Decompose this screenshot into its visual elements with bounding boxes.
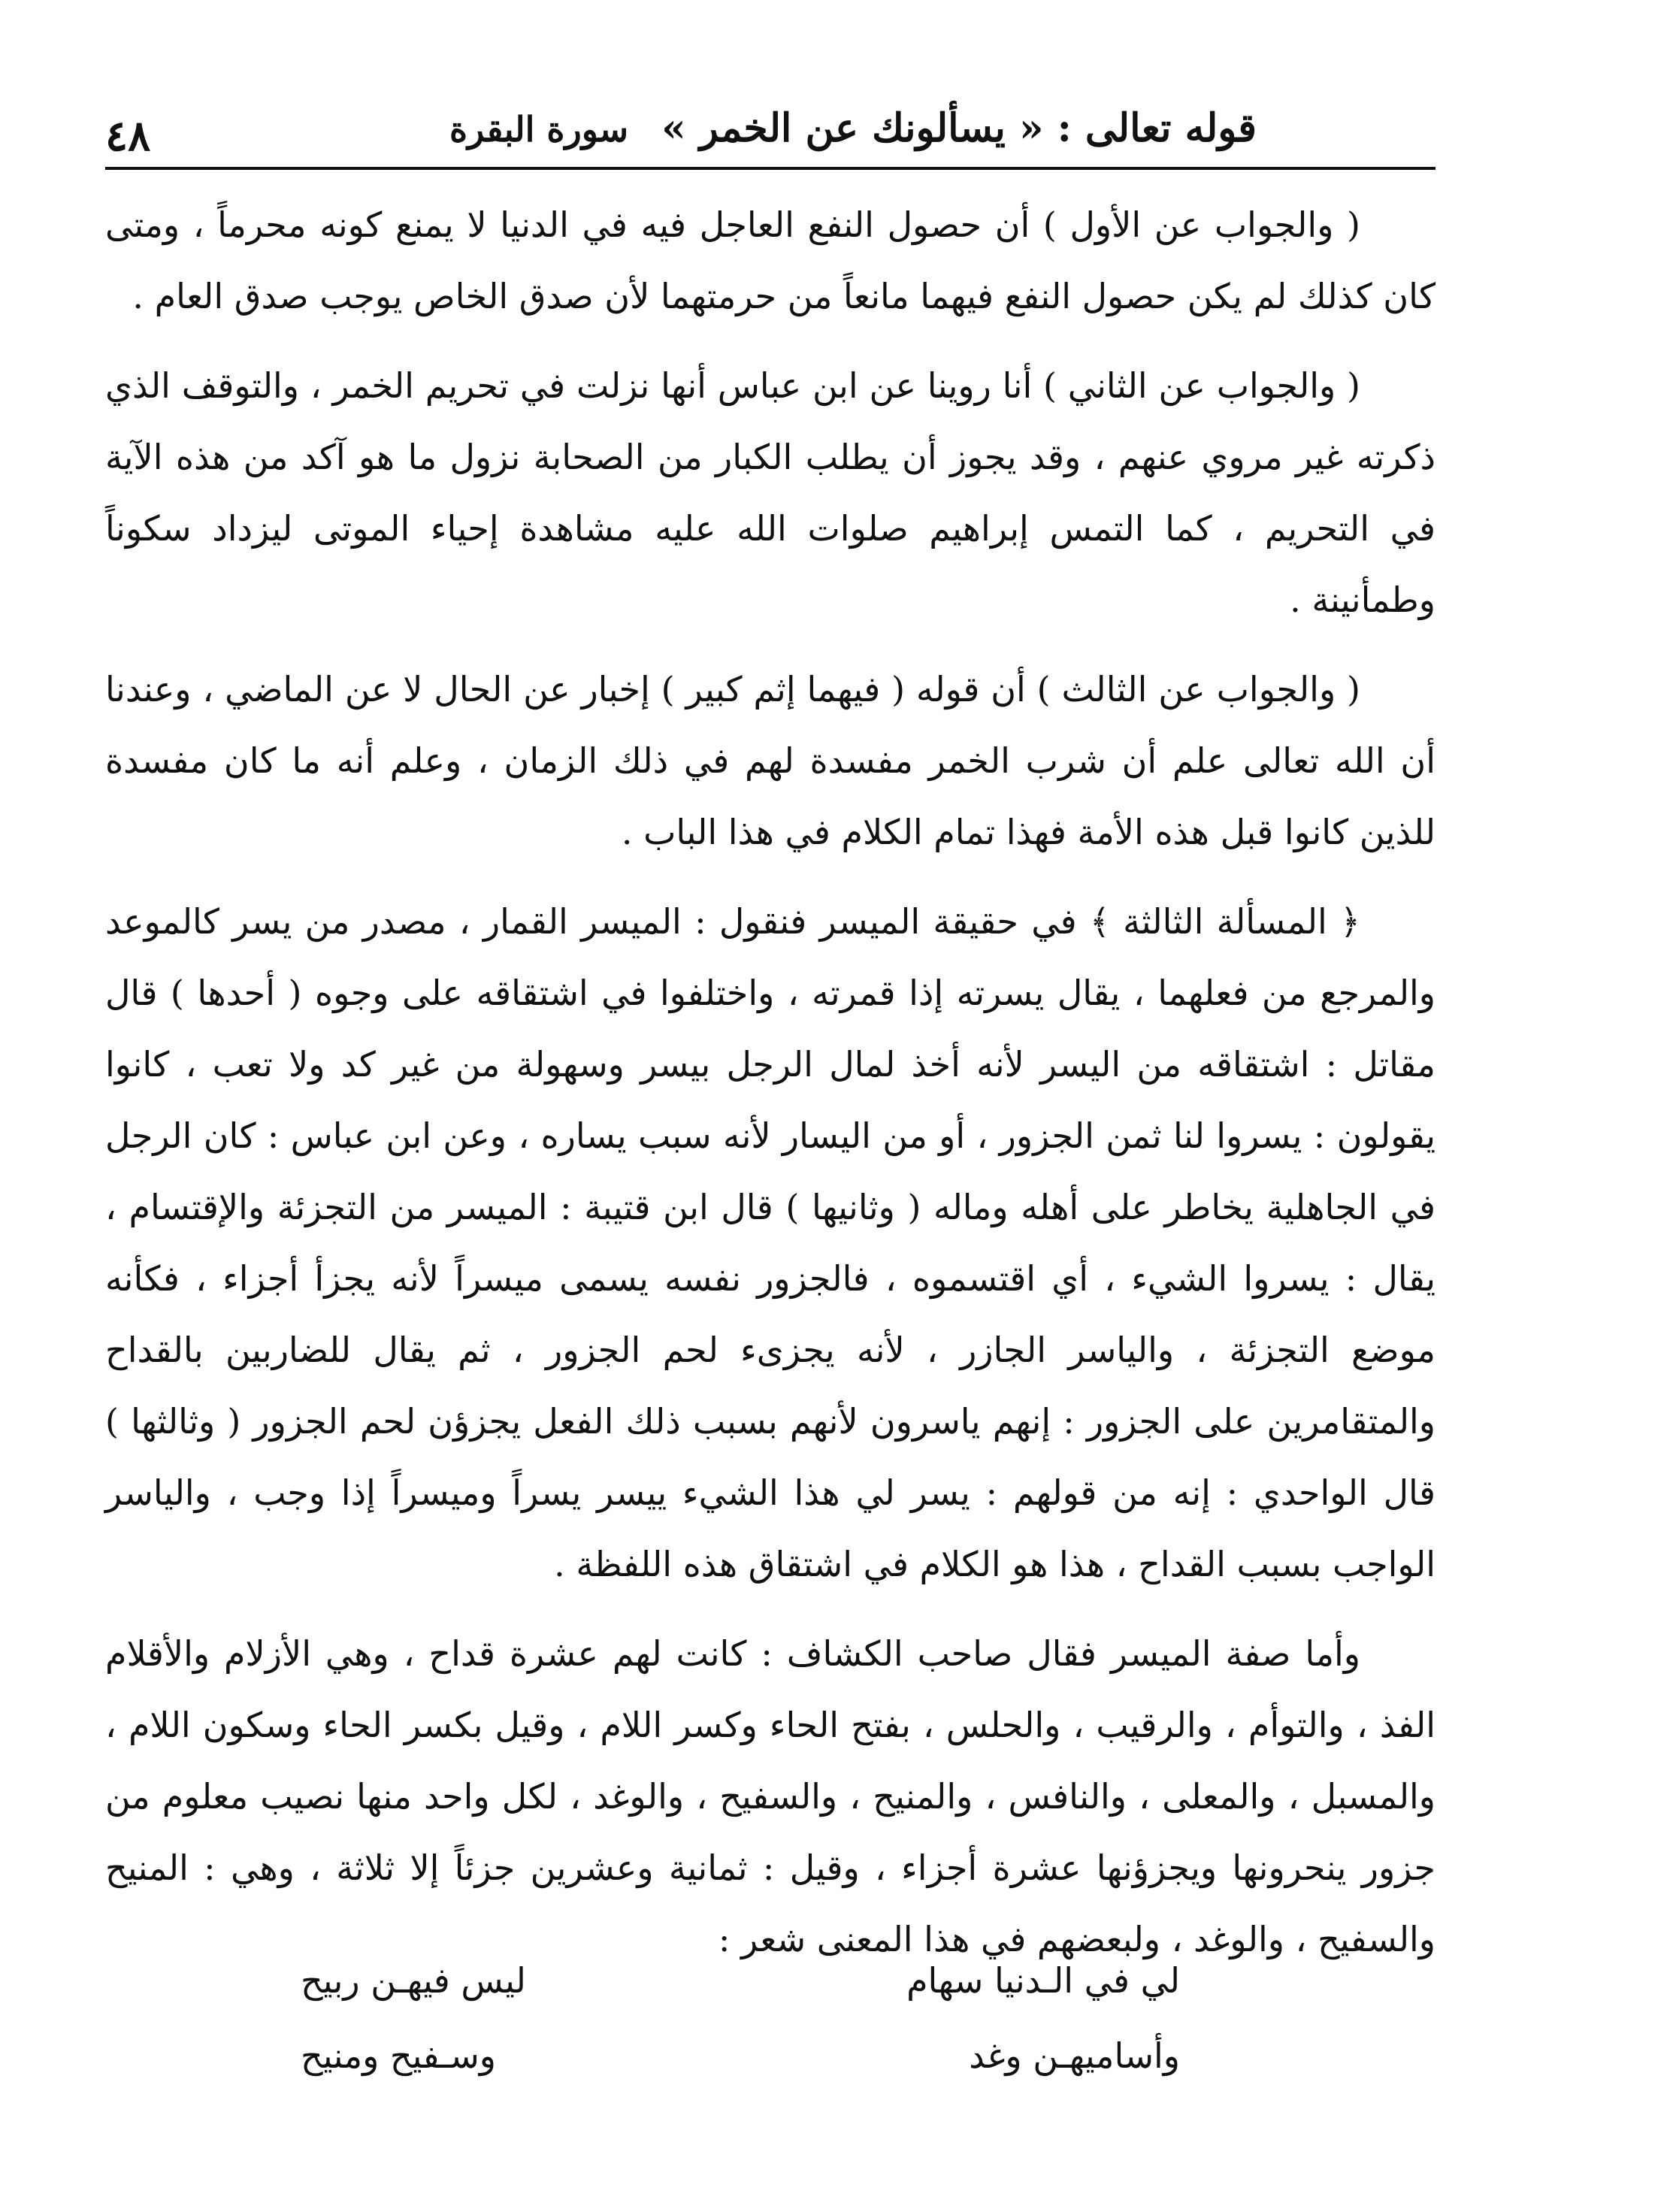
header-rule	[105, 167, 1436, 170]
hemistich-first: وأساميهـن وغد	[969, 2035, 1180, 2076]
verse-line	[301, 2018, 1180, 2093]
hemistich-second: ليس فيهـن ربيح	[301, 1960, 526, 2001]
hemistich-second: وسـفيح ومنيح	[301, 2035, 497, 2076]
paragraph-third-issue: ﴿ المسألة الثالثة ﴾ في حقيقة الميسر فنقول : الميسر القمار ، مصدر من يسر كالموعد والمرجع من فعلهما ، يقال يسرته إذا قمرته ، واختلفوا في اشتقاقه على وجوه ( أحدها ) قال مقاتل : اشتقاقه من اليسر لأنه أخذ لمال الرجل بيسر وسهولة من غير كد ولا تعب ، كانوا يقولون : يسروا لنا ثمن الجزور ، أو من اليسار لأنه سبب يساره ، وعن ابن عباس : كان الرجل في الجاهلية يخاطر على أهله وماله ( وثانيها ) قال ابن قتيبة : الميسر من التجزئة والإقتسام ، يقال : يسروا الشيء ، أي اقتسموه ، فالجزور نفسه يسمى ميسراً لأنه يجزأ أجزاء ، فكأنه موضع التجزئة ، والياسر الجازر ، لأنه يجزىء لحم الجزور ، ثم يقال للضاربين بالقداح والمتقامرين على الجزور : إنهم ياسرون لأنهم بسبب ذلك الفعل يجزؤن لحم الجزور ( وثالثها ) قال الواحدي : إنه من قولهم : يسر لي هذا الشيء ييسر يسراً وميسراً إذا وجب ، والياسر الواجب بسبب القداح ، هذا هو الكلام في اشتقاق هذه اللفظة .	[105, 901, 1436, 1584]
poem-verse	[301, 1943, 1180, 2093]
running-title	[391, 105, 1315, 151]
page-header	[105, 98, 1436, 173]
page-body	[105, 189, 1436, 1993]
verse-line	[301, 1943, 1180, 2018]
surah-name: سورة البقرة	[449, 109, 629, 150]
paragraph-answer-first: ( والجواب عن الأول ) أن حصول النفع العاجل فيه في الدنيا لا يمنع كونه محرماً ، ومتى كان كذلك لم يكن حصول النفع فيهما مانعاً من حرمتهما لأن صدق الخاص يوجب صدق العام .	[105, 204, 1436, 316]
paragraph-maysir-description: وأما صفة الميسر فقال صاحب الكشاف : كانت لهم عشرة قداح ، وهي الأزلام والأقلام الفذ ، والتوأم ، والرقيب ، والحلس ، بفتح الحاء وكسر اللام ، وقيل بكسر الحاء وسكون اللام ، والمسبل ، والمعلى ، والنافس ، والمنيح ، والسفيح ، والوغد ، لكل واحد منها نصيب معلوم من جزور ينحرونها ويجزؤنها عشرة أجزاء ، وقيل : ثمانية وعشرين جزئاً إلا ثلاثة ، وهي : المنيح والسفيح ، والوغد ، ولبعضهم في هذا المعنى شعر :	[105, 1633, 1436, 1959]
chapter-title: قوله تعالى : « يسألونك عن الخمر »	[661, 105, 1257, 151]
hemistich-first: لي في الـدنيا سهام	[906, 1960, 1180, 2001]
page-number: ٤٨	[105, 111, 151, 161]
paragraph-answer-third: ( والجواب عن الثالث ) أن قوله ( فيهما إثم كبير ) إخبار عن الحال لا عن الماضي ، وعندنا أن الله تعالى علم أن شرب الخمر مفسدة لهم في ذلك الزمان ، وعلم أنه ما كان مفسدة للذين كانوا قبل هذه الأمة فهذا تمام الكلام في هذا الباب .	[105, 669, 1436, 852]
paragraph-answer-second: ( والجواب عن الثاني ) أنا روينا عن ابن عباس أنها نزلت في تحريم الخمر ، والتوقف الذي ذكرته غير مروي عنهم ، وقد يجوز أن يطلب الكبار من الصحابة نزول ما هو آكد من هذه الآية في التحريم ، كما التمس إبراهيم صلوات الله عليه مشاهدة إحياء الموتى ليزداد سكوناً وطمأنينة .	[105, 365, 1436, 620]
